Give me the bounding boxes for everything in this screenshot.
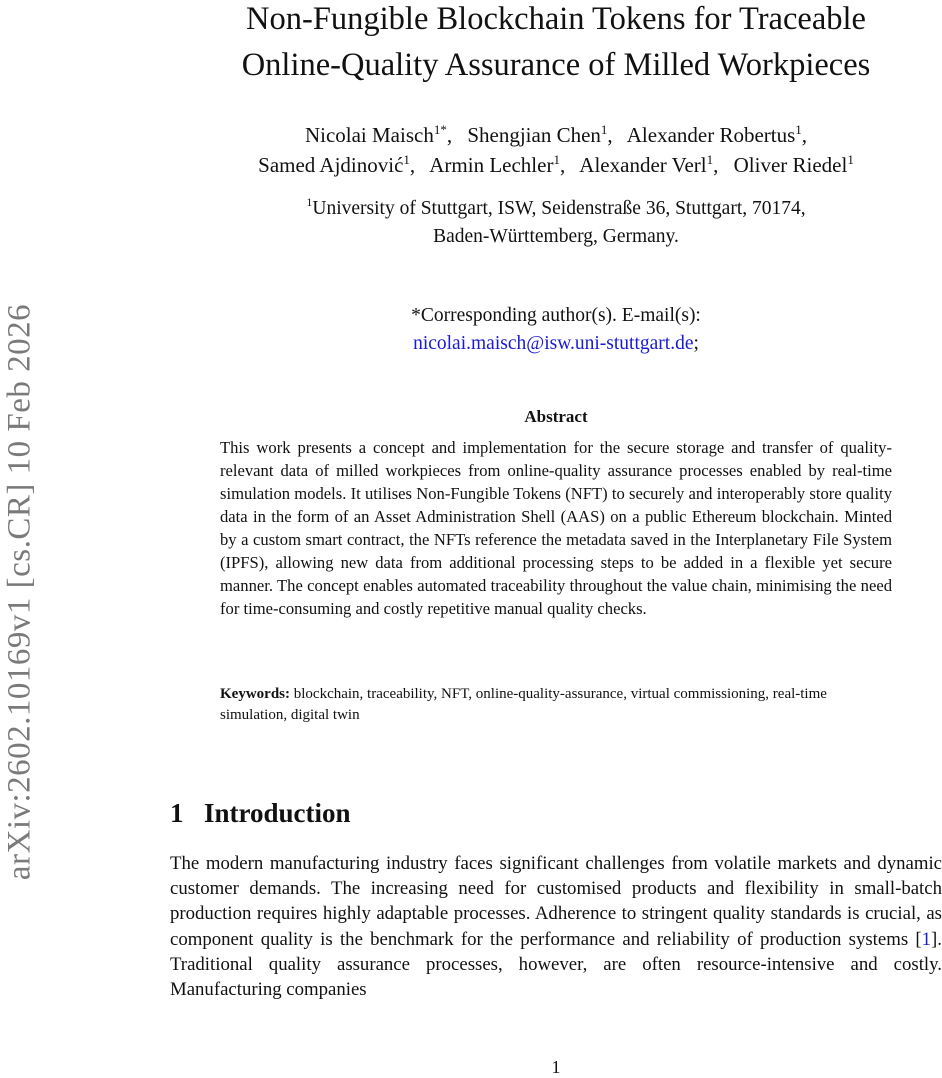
section-title: Introduction (204, 798, 351, 828)
keywords (220, 684, 892, 725)
abstract-heading: Abstract (524, 407, 588, 426)
paper-title (170, 0, 942, 88)
citation-link[interactable]: 1 (921, 928, 932, 950)
author: Alexander Robertus$^1$, (626, 122, 808, 147)
abstract-text: This work presents a concept and implementation for the secure storage and transfer of quality-relevant data of milled workpieces from online-quality assurance processes enabled by real-time simulation models. It utilises Non-Fungible Tokens (NFT) to securely and interoperably store quality data in the form of an Asset Administration Shell (AAS) on a public Ethereum blockchain. Minted by a custom smart contract, the NFTs reference the metadata saved in the Interplanetary File System (IPFS), allowing new data from additional processing steps to be added in a flexible yet secure manner. The concept enables automated traceability throughout the value chain, minimising the need for time-consuming and costly repetitive manual quality checks. (220, 438, 892, 618)
author: Samed Ajdinović$^1$, (258, 152, 416, 177)
email-link[interactable]: nicolai.maisch@isw.uni-stuttgart.de (413, 333, 694, 354)
title-line-1: Non-Fungible Blockchain Tokens for Traceable (246, 1, 866, 37)
intro-paragraph (170, 851, 942, 1002)
author: Shengjian Chen$^1$, (467, 122, 613, 147)
author: Oliver Riedel$^1$ (733, 152, 854, 177)
email-suffix: ; (693, 333, 699, 354)
title-line-2: Online-Quality Assurance of Milled Workpieces (241, 47, 871, 83)
affiliation (170, 195, 942, 251)
author: Nicolai Maisch$^{1*}$, (304, 122, 453, 147)
author-list (170, 120, 942, 180)
keywords-label: Keywords: (220, 686, 290, 702)
arxiv-side-stamp (0, 0, 48, 1076)
affiliation-line-2: Baden-Württemberg, Germany. (433, 226, 679, 247)
correspondence-label: *Corresponding author(s). E-mail(s): (411, 305, 701, 326)
section-heading (170, 798, 351, 829)
intro-text-after-citation: ]. Traditional quality assurance processes, however, are often resource-intensive and costly. Manufacturing companies (170, 928, 942, 1001)
keywords-text: blockchain, traceability, NFT, online-quality-assurance, virtual commissioning, real-time simulation, digital twin (220, 686, 827, 723)
section-number: 1 (170, 798, 184, 828)
affiliation-line-1: University of Stuttgart, ISW, Seidenstraße 36, Stuttgart, 70174, (312, 198, 806, 219)
author: Armin Lechler$^1$, (429, 152, 566, 177)
page-number: 1 (551, 1057, 561, 1077)
arxiv-identifier: arXiv:2602.10169v1 [cs.CR] 10 Feb 2026 (1, 303, 38, 881)
author: Alexander Verl$^1$, (579, 152, 719, 177)
correspondence (170, 302, 942, 358)
affiliation-mark: 1 (306, 195, 313, 209)
intro-text-before-citation: The modern manufacturing industry faces significant challenges from volatile markets and dynamic customer demands. The increasing need for customised products and flexibility in small-batch production requires highly adaptable processes. Adherence to stringent quality standards is crucial, as component quality is the benchmark for the performance and reliability of production systems [ (170, 853, 942, 950)
